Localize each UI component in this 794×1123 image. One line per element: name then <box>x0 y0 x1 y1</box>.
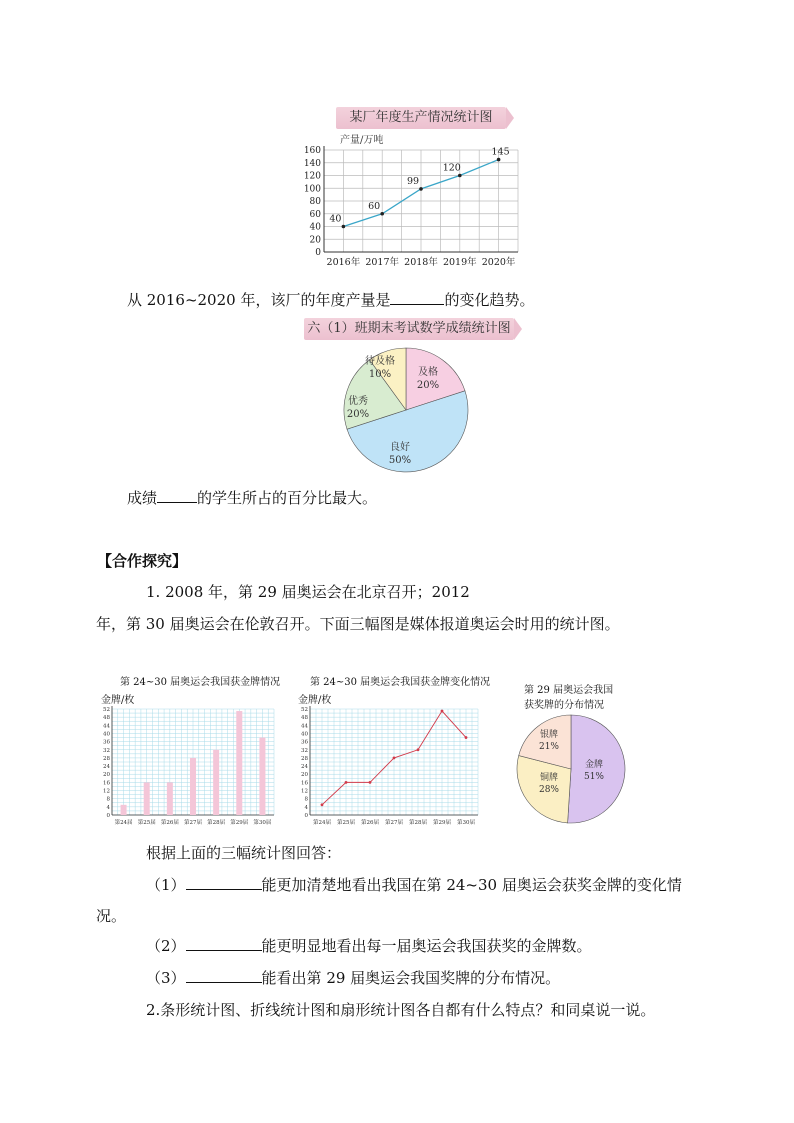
chart4-ytick-label: 0 <box>304 813 308 819</box>
chart3-ytick-label: 8 <box>106 796 110 803</box>
chart5-title-line2: 获奖牌的分布情况 <box>524 700 604 711</box>
chart4-data-point <box>465 736 468 739</box>
chart3-xtick-label: 第27届 <box>184 820 202 826</box>
chart5-slice-percent: 51% <box>583 772 605 782</box>
chart4-data-point <box>393 757 396 760</box>
chart4-ytick-label: 8 <box>304 796 308 803</box>
question-max-post: 的学生所占的百分比最大。 <box>197 489 378 507</box>
chart1-ytick-label: 80 <box>309 197 321 207</box>
chart2-slice-percent: 50% <box>388 455 412 466</box>
chart1-ytick-label: 40 <box>309 222 321 233</box>
chart1-xtick-label: 2019年 <box>442 257 477 268</box>
chart1-ytick-label: 140 <box>303 158 321 169</box>
chart4-ytick-label: 52 <box>301 707 308 713</box>
chart4-data-point <box>417 748 420 751</box>
chart5-slice-label: 铜牌 <box>539 773 559 783</box>
sub-question-2 <box>146 935 592 956</box>
chart4-xtick-label: 第27届 <box>385 820 403 826</box>
chart3-title: 第 24~30 届奥运会我国获金牌情况 <box>120 677 281 688</box>
question-trend-post: 的变化趋势。 <box>444 291 535 309</box>
chart1-data-point <box>419 187 423 191</box>
chart5-pie-chart <box>514 712 629 827</box>
chart1-xtick-label: 2020年 <box>481 257 516 268</box>
chart2-banner: 六（1）班期末考试数学成绩统计图 <box>304 318 514 340</box>
chart1-ytick-label: 160 <box>303 146 321 156</box>
sub1-number: （1） <box>146 876 186 894</box>
chart4-ytick-label: 44 <box>301 723 308 730</box>
chart3-xtick-label: 第29届 <box>230 820 249 826</box>
chart3-ytick-label: 44 <box>103 723 110 730</box>
chart3-bar-chart <box>94 703 279 833</box>
chart5-slice-percent: 21% <box>538 742 560 752</box>
chart1-ytick-label: 100 <box>303 184 321 195</box>
prompt-text: 根据上面的三幅统计图回答： <box>146 844 342 862</box>
chart4-xtick-label: 第24届 <box>313 820 331 826</box>
chart3-ytick-label: 32 <box>103 747 110 754</box>
chart4-line-chart <box>290 703 485 833</box>
question-2: 2.条形统计图、折线统计图和扇形统计图各自都有什么特点？和同桌说一说。 <box>146 1001 656 1019</box>
chart1-data-point <box>380 212 384 216</box>
chart3-xtick-label: 第26届 <box>160 820 179 826</box>
sub1-text: 能更加清楚地看出我国在第 24~30 届奥运会获奖金牌的变化情 <box>261 876 682 894</box>
chart1-xtick-label: 2018年 <box>404 257 438 268</box>
chart3-bar <box>121 805 127 815</box>
chart1-data-label: 120 <box>442 162 461 174</box>
sub2-text: 能更明显地看出每一届奥运会我国获奖的金牌数。 <box>261 937 592 955</box>
chart4-ytick-label: 48 <box>301 715 308 722</box>
chart4-ytick-label: 32 <box>301 747 308 754</box>
chart1-line-chart <box>300 130 530 270</box>
chart4-ytick-label: 36 <box>301 739 308 746</box>
sub3-text: 能看出第 29 届奥运会我国奖牌的分布情况。 <box>261 969 561 987</box>
chart1-ytick-label: 120 <box>303 171 321 182</box>
intro-line-1: 1. 2008 年，第 29 届奥运会在北京召开；2012 <box>146 583 470 601</box>
chart3-xtick-label: 第24届 <box>114 820 133 826</box>
chart2-slice-percent: 10% <box>368 369 392 380</box>
chart4-ytick-label: 16 <box>301 780 308 787</box>
chart3-xtick-label: 第28届 <box>207 820 226 826</box>
sub2-number: （2） <box>146 937 186 955</box>
chart4-title: 第 24~30 届奥运会我国获金牌变化情况 <box>310 677 491 688</box>
chart1-data-point <box>497 158 501 162</box>
chart3-ylabel: 金牌/枚 <box>101 695 135 706</box>
chart1-xtick-label: 2016年 <box>326 257 361 268</box>
chart1-ytick-label: 20 <box>309 235 321 246</box>
chart2-slice-label: 优秀 <box>348 396 368 407</box>
sub1-answer-blank[interactable] <box>186 889 262 890</box>
chart4-xtick-label: 第25届 <box>337 820 355 826</box>
question-trend <box>127 289 534 310</box>
chart3-ytick-label: 36 <box>103 739 110 746</box>
chart3-bar <box>236 711 242 815</box>
chart1-data-point <box>342 225 346 229</box>
chart4-ytick-label: 28 <box>301 755 308 762</box>
chart4-data-point <box>441 710 444 713</box>
chart4-data-point <box>321 803 324 806</box>
chart2-pie-chart <box>336 344 476 478</box>
chart4-ytick-label: 4 <box>304 804 308 811</box>
chart4-data-point <box>369 781 372 784</box>
chart4-ylabel: 金牌/枚 <box>298 695 332 706</box>
chart1-data-label: 40 <box>329 213 342 225</box>
chart1-xtick-label: 2017年 <box>365 257 400 268</box>
chart4-ytick-label: 24 <box>301 764 308 771</box>
chart4-data-point <box>345 781 348 784</box>
chart4-ytick-label: 20 <box>301 772 308 779</box>
sub3-number: （3） <box>146 969 186 987</box>
chart2-slice-percent: 20% <box>346 409 370 420</box>
chart3-bar <box>259 738 265 815</box>
chart3-ytick-label: 24 <box>103 764 110 771</box>
sub-question-1-cont: 况。 <box>96 907 127 925</box>
chart3-ytick-label: 28 <box>103 755 110 762</box>
chart3-xtick-label: 第25届 <box>137 820 156 826</box>
chart4-ytick-label: 12 <box>301 788 308 795</box>
chart3-bar <box>144 782 150 815</box>
chart1-ytick-label: 60 <box>309 209 321 220</box>
chart1-data-point <box>458 174 462 178</box>
question-trend-pre: 从 2016~2020 年，该厂的年度产量是 <box>127 291 391 309</box>
chart4-xtick-label: 第26届 <box>361 820 379 826</box>
chart2-slice-percent: 20% <box>416 380 440 391</box>
chart3-ytick-label: 20 <box>103 772 110 779</box>
sub3-answer-blank[interactable] <box>186 982 262 983</box>
chart2-slice-label: 待及格 <box>365 356 395 367</box>
chart3-ytick-label: 40 <box>103 731 110 738</box>
chart5-slice-percent: 28% <box>538 785 560 795</box>
chart3-ytick-label: 0 <box>106 813 110 819</box>
chart3-bar <box>213 750 219 815</box>
section-title: 【合作探究】 <box>97 552 188 570</box>
chart1-banner: 某厂年度生产情况统计图 <box>336 107 506 129</box>
chart2-slice-label: 良好 <box>390 442 410 453</box>
chart3-ytick-label: 4 <box>106 804 110 811</box>
chart1-ylabel: 产量/万吨 <box>340 135 384 146</box>
sub-question-1 <box>146 874 682 895</box>
chart3-ytick-label: 12 <box>103 788 110 795</box>
question-max-percent <box>127 487 377 508</box>
intro-line-2: 年，第 30 届奥运会在伦敦召开。下面三幅图是媒体报道奥运会时用的统计图。 <box>96 615 620 633</box>
chart5-slice-label: 金牌 <box>584 760 604 770</box>
chart1-data-label: 145 <box>491 146 510 158</box>
chart2-slice-label: 及格 <box>418 367 438 378</box>
chart3-bar <box>190 758 196 815</box>
chart4-xtick-label: 第30届 <box>457 820 475 826</box>
chart3-ytick-label: 52 <box>103 707 110 713</box>
chart4-xtick-label: 第29届 <box>433 820 451 826</box>
chart3-ytick-label: 16 <box>103 780 110 787</box>
chart3-bar <box>167 782 173 815</box>
trend-answer-blank[interactable] <box>390 304 444 305</box>
chart3-xtick-label: 第30届 <box>253 820 272 826</box>
chart1-ytick-label: 0 <box>315 248 321 258</box>
chart3-ytick-label: 48 <box>103 715 110 722</box>
chart1-data-label: 99 <box>406 175 420 187</box>
chart4-ytick-label: 40 <box>301 731 308 738</box>
max-answer-blank[interactable] <box>157 502 197 503</box>
chart5-title-line1: 第 29 届奥运会我国 <box>524 685 614 696</box>
chart4-xtick-label: 第28届 <box>409 820 427 826</box>
sub2-answer-blank[interactable] <box>186 950 262 951</box>
chart5-slice-label: 银牌 <box>539 730 559 740</box>
sub-question-3 <box>146 967 560 988</box>
chart1-data-label: 60 <box>368 200 381 212</box>
question-max-pre: 成绩 <box>127 489 158 507</box>
